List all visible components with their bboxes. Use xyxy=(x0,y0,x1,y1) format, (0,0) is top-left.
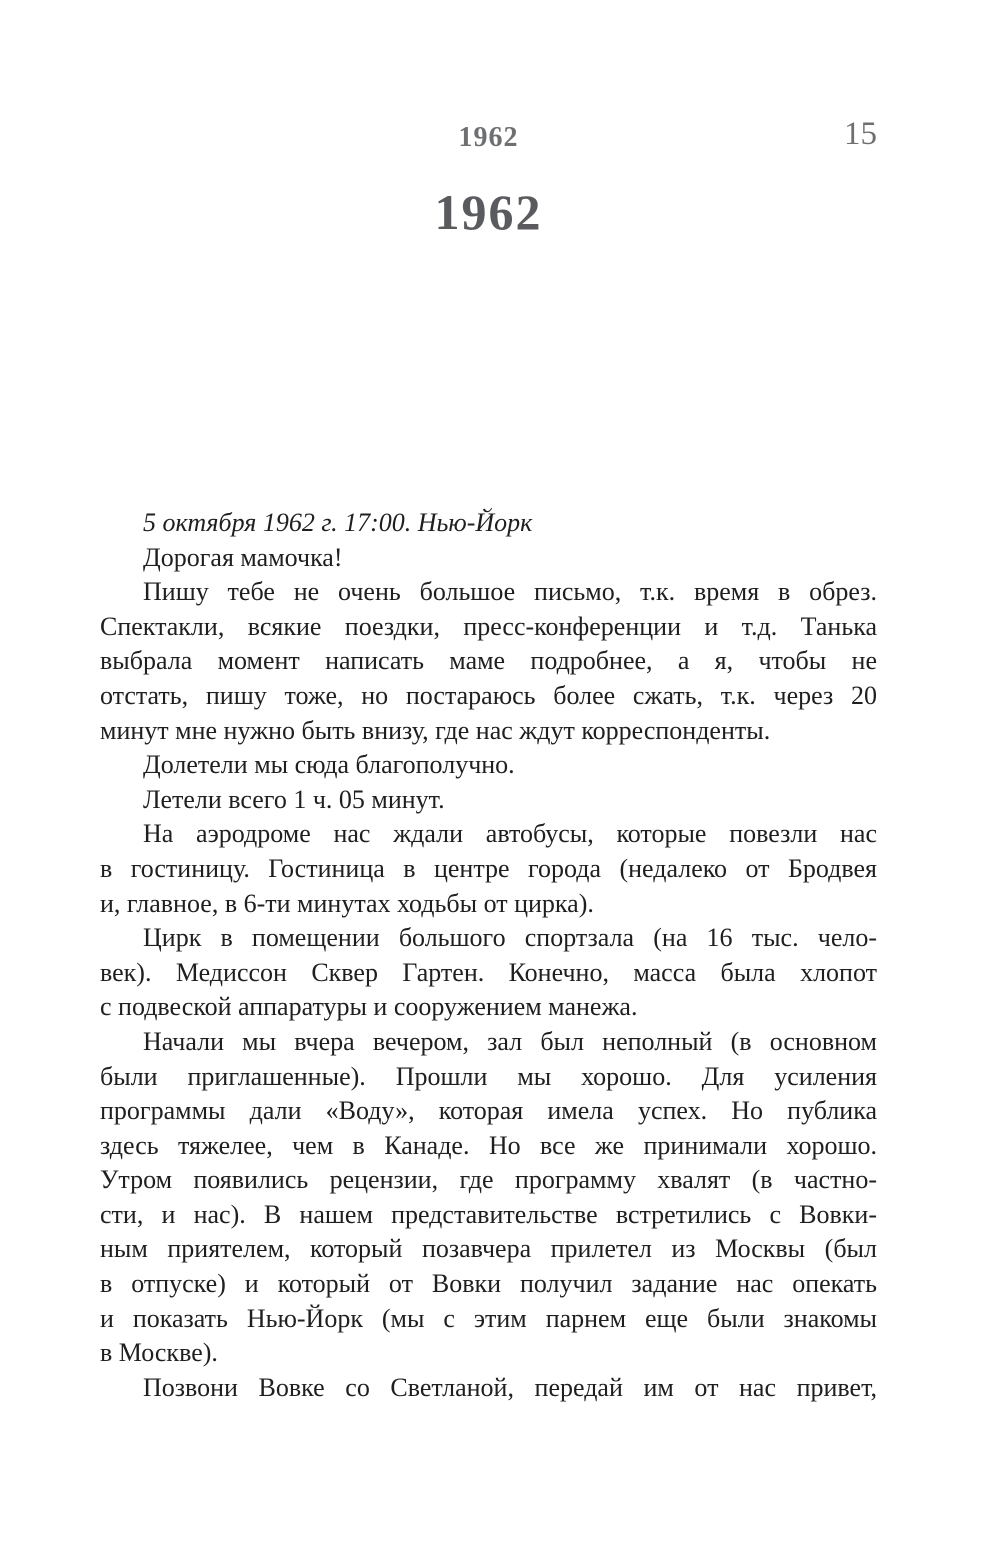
paragraph xyxy=(100,817,877,921)
text-line: здесь тяжелее, чем в Канаде. Но все же принимали хорошо. xyxy=(100,1130,877,1160)
letter-body xyxy=(100,506,877,1405)
text-line: Пишу тебе не очень большое письмо, т.к. время в обрез. xyxy=(143,577,877,607)
text-line: с подвеской аппаратуры и сооружением манежа. xyxy=(100,992,638,1022)
text-line: в отпуске) и который от Вовки получил задание нас опекать xyxy=(100,1269,877,1299)
text-line: были приглашенные). Прошли мы хорошо. Для усиления xyxy=(100,1061,877,1091)
text-line: сти, и нас). В нашем представительстве встретились с Вовки- xyxy=(100,1199,877,1229)
text-line: и, главное, в 6-ти минутах ходьбы от цирка). xyxy=(100,888,594,918)
page-number: 15 xyxy=(844,116,877,152)
text-line: Летели всего 1 ч. 05 минут. xyxy=(143,784,445,814)
chapter-title: 1962 xyxy=(434,184,543,240)
paragraph xyxy=(100,1371,877,1406)
text-line: в Москве). xyxy=(100,1338,218,1368)
paragraph xyxy=(100,783,877,818)
paragraph xyxy=(100,1025,877,1371)
text-line: Спектакли, всякие поездки, пресс-конференции и т.д. Танька xyxy=(100,611,877,641)
text-line: Начали мы вчера вечером, зал был неполный (в основном xyxy=(143,1026,877,1056)
running-header: 1962 xyxy=(458,122,519,153)
text-line: Долетели мы сюда благополучно. xyxy=(143,750,515,780)
text-line: На аэродроме нас ждали автобусы, которые повезли нас xyxy=(143,819,877,849)
letter-dateline: 5 октября 1962 г. 17:00. Нью-Йорк xyxy=(143,508,533,537)
text-line: в гостиницу. Гостиница в центре города (недалеко от Бродвея xyxy=(100,853,877,883)
text-line: отстать, пишу тоже, но постараюсь более сжать, т.к. через 20 xyxy=(100,680,877,710)
paragraph xyxy=(100,921,877,1025)
paragraph xyxy=(100,575,877,748)
text-line: программы дали «Воду», которая имела успех. Но публика xyxy=(100,1096,877,1126)
text-line: Утром появились рецензии, где программу хвалят (в частно- xyxy=(100,1165,877,1195)
paragraph xyxy=(100,748,877,783)
text-line: ным приятелем, который позавчера прилетел из Москвы (был xyxy=(100,1234,877,1264)
text-line: век). Медиссон Сквер Гартен. Конечно, масса была хлопот xyxy=(100,957,877,987)
text-line: выбрала момент написать маме подробнее, а я, чтобы не xyxy=(100,646,877,676)
text-line: минут мне нужно быть внизу, где нас ждут корреспонденты. xyxy=(100,715,771,745)
text-line: и показать Нью-Йорк (мы с этим парнем еще были знакомы xyxy=(100,1303,877,1333)
text-line: Позвони Вовке со Светланой, передай им от нас привет, xyxy=(143,1372,877,1402)
text-line: Цирк в помещении большого спортзала (на 16 тыс. чело- xyxy=(143,923,877,953)
letter-salutation: Дорогая мамочка! xyxy=(143,542,343,572)
